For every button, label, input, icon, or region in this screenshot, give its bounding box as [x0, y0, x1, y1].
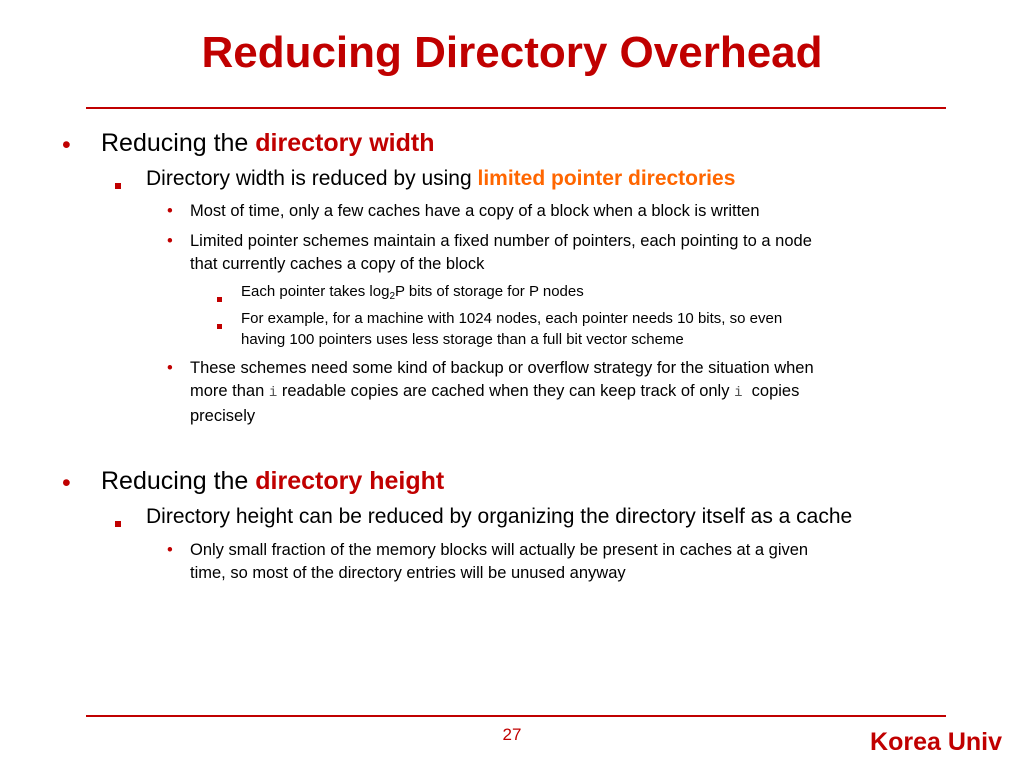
subpoint-text: Directory width is reduced by using [146, 167, 478, 190]
bullet-dot-icon: • [167, 359, 173, 377]
point-line-2a: more than [190, 382, 269, 400]
bullet-dot-icon: • [167, 202, 173, 220]
width-point-3 [190, 357, 970, 428]
heading-emphasis: directory width [255, 129, 435, 157]
heading-text: Reducing the [101, 129, 256, 157]
width-subpoint [146, 166, 735, 192]
width-point-1: Most of time, only a few caches have a copy of a block when a block is written [190, 202, 760, 220]
point-line-3: precisely [190, 407, 256, 425]
example-line-1: For example, for a machine with 1024 nodes, each pointer needs 10 bits, so even [241, 310, 783, 327]
bullet-dot-icon: • [167, 232, 173, 250]
width-subpoint-pointer-size [241, 281, 584, 302]
code-i-1: i [268, 385, 278, 401]
page-number: 27 [502, 725, 522, 744]
square-bullet-icon [115, 176, 121, 194]
point-line-2b: readable copies are cached when they can keep track of only [277, 382, 735, 400]
height-point-1 [190, 539, 970, 585]
width-point-2 [190, 230, 970, 276]
log-base: 2 [389, 291, 395, 302]
bullet-dot-icon: • [167, 541, 173, 559]
height-subpoint: Directory height can be reduced by organizing the directory itself as a cache [146, 505, 853, 528]
slide-title: Reducing Directory Overhead [201, 28, 823, 77]
point-line-2c: copies [742, 382, 800, 400]
point-line-1: These schemes need some kind of backup or overflow strategy for the situation when [190, 359, 814, 377]
point-line-2: that currently caches a copy of the block [190, 255, 485, 273]
bullet-dot-icon: • [62, 131, 71, 159]
footer-divider [86, 715, 946, 717]
point-line-2: time, so most of the directory entries will be unused anyway [190, 564, 626, 582]
pointer-size-text-end: P bits of storage for P nodes [395, 283, 584, 300]
width-subpoint-example [241, 308, 961, 350]
heading-emphasis: directory height [255, 467, 445, 495]
square-bullet-icon [217, 316, 222, 334]
bullet-dot-icon: • [62, 469, 71, 497]
subpoint-emphasis: limited pointer directories [477, 167, 736, 190]
point-line-1: Only small fraction of the memory blocks will actually be present in caches at a given [190, 541, 809, 559]
heading-directory-height [101, 466, 444, 496]
heading-directory-width [101, 128, 434, 158]
square-bullet-icon [115, 514, 121, 532]
code-i-2: i [734, 385, 743, 401]
point-line-1: Limited pointer schemes maintain a fixed number of pointers, each pointing to a node [190, 232, 812, 250]
example-line-2: having 100 pointers uses less storage than a full bit vector scheme [241, 331, 684, 348]
pointer-size-text: Each pointer takes log [241, 283, 390, 300]
square-bullet-icon [217, 289, 222, 307]
heading-text: Reducing the [101, 467, 256, 495]
brand-logo-text: Korea Univ [870, 728, 1002, 756]
